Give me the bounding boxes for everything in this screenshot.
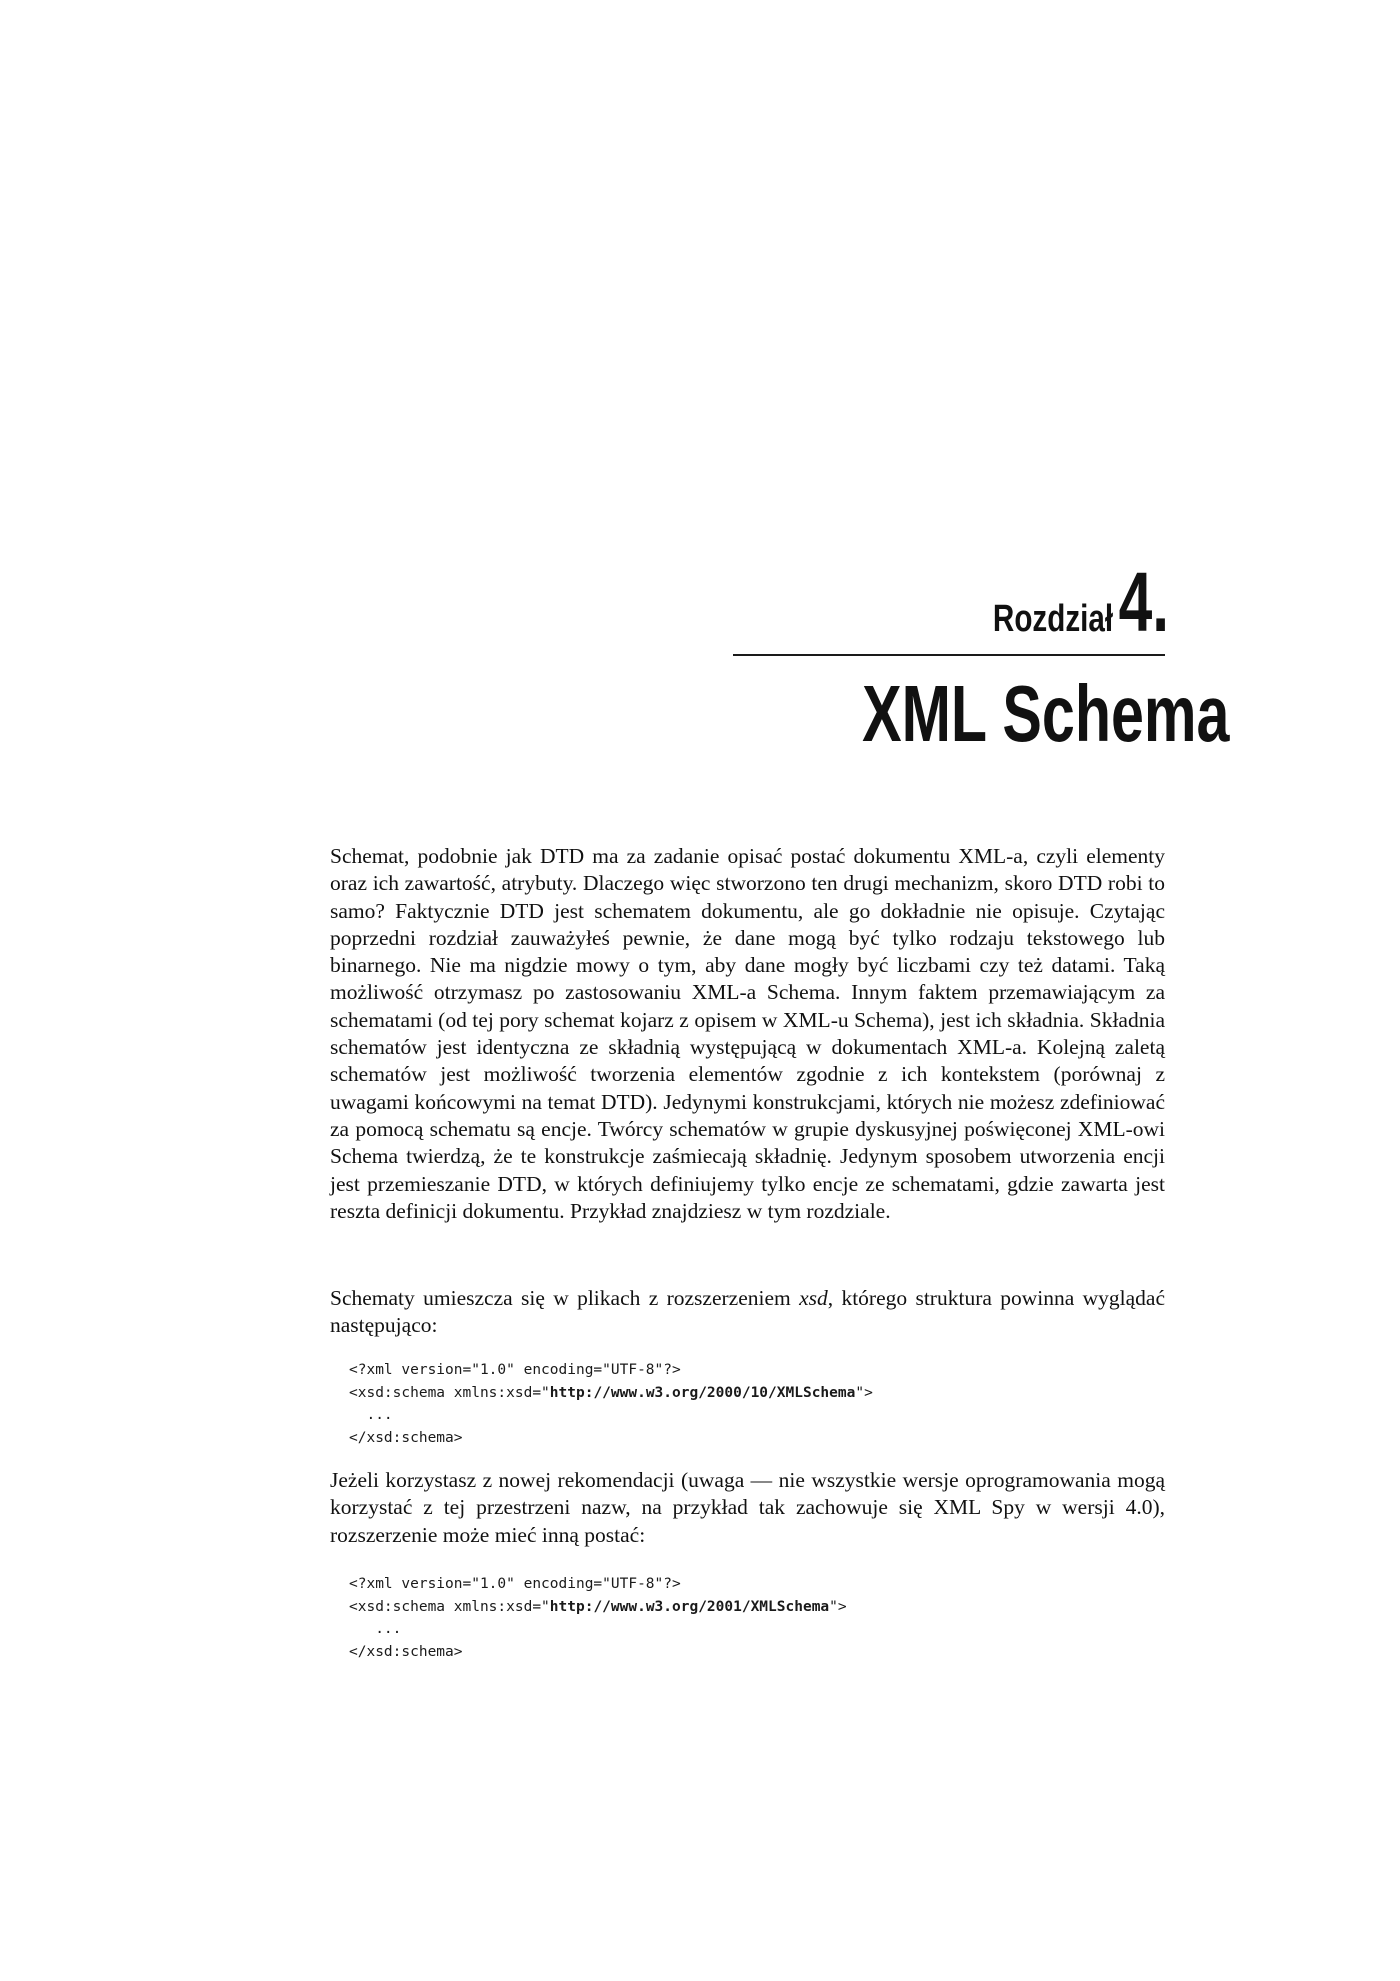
chapter-label-word: Rozdział: [992, 598, 1113, 640]
code-text: ">: [855, 1384, 873, 1401]
file-extension: xsd: [799, 1286, 828, 1310]
code-line: ...: [349, 1407, 393, 1423]
code-line: </xsd:schema>: [349, 1643, 463, 1660]
chapter-divider: [733, 654, 1165, 656]
intro-paragraph: Schemat, podobnie jak DTD ma za zadanie opisać postać dokumentu XML-a, czyli elementy oraz ich zawartość, atrybuty. Dlaczego więc stworzono ten drugi mechanizm, skoro DTD robi to samo? Faktycznie DTD jest schematem dokumentu, ale go dokładnie nie opisuje. Czytając poprzedni rozdział zauważyłeś pewnie, że dane mogą być tylko rodzaju tekstowego lub binarnego. Nie ma nigdzie mowy o tym, aby dane mogły być liczbami czy też datami. Taką możliwość otrzymasz po zastosowaniu XML-a Schema. Innym faktem przemawiającym za schematami (od tej pory schemat kojarz z opisem w XML-u Schema), jest ich składnia. Składnia schematów jest identyczna ze składnią występującą w dokumentach XML-a. Kolejną zaletą schematów jest możliwość tworzenia elementów zgodnie z ich kontekstem (porównaj z uwagami końcowymi na temat DTD). Jedynymi konstrukcjami, których nie możesz zdefiniować za pomocą schematu są encje. Twórcy schematów w grupie dyskusyjnej poświęconej XML-owi Schema twierdzą, że te konstrukcje zaśmiecają składnię. Jedynym sposobem utworzenia encji jest przemieszanie DTD, w których definiujemy tylko encje ze schematami, gdzie zawarta jest reszta definicji dokumentu. Przykład znajdziesz w tym rozdziale.: [330, 844, 1165, 1223]
new-recommendation-paragraph: Jeżeli korzystasz z nowej rekomendacji (uwaga — nie wszystkie wersje oprogramowania mogą korzystać z tej przestrzeni nazw, na przykład tak zachowuje się XML Spy w wersji 4.0), rozszerzenie może mieć inną postać:: [330, 1468, 1165, 1547]
paragraph-text: , którego struktura powinna wyglądać następująco:: [330, 1286, 1165, 1338]
code-text: <xsd:schema xmlns:xsd=": [349, 1384, 550, 1401]
chapter-title: [733, 669, 1230, 758]
paragraph-text: Schematy umieszcza się w plikach z rozszerzeniem: [330, 1286, 800, 1310]
chapter-label: [733, 555, 1169, 650]
code-line: <?xml version="1.0" encoding="UTF-8"?>: [349, 1362, 681, 1378]
code-listing-2001: [349, 1573, 847, 1663]
code-listing-2000: [349, 1359, 873, 1449]
code-line: ...: [349, 1621, 402, 1637]
namespace-url: http://www.w3.org/2001/XMLSchema: [549, 1598, 830, 1615]
namespace-url: http://www.w3.org/2000/10/XMLSchema: [549, 1384, 856, 1401]
code-line: <?xml version="1.0" encoding="UTF-8"?>: [349, 1576, 681, 1592]
chapter-number: 4.: [1118, 555, 1169, 649]
code-text: ">: [829, 1598, 847, 1615]
code-line: [349, 1382, 873, 1405]
code-line: </xsd:schema>: [349, 1429, 463, 1446]
chapter-heading: [733, 555, 1230, 758]
xsd-extension-paragraph: [330, 1285, 1165, 1340]
code-text: <xsd:schema xmlns:xsd=": [349, 1598, 550, 1615]
code-line: [349, 1596, 847, 1619]
chapter-title-text: XML Schema: [862, 669, 1230, 758]
